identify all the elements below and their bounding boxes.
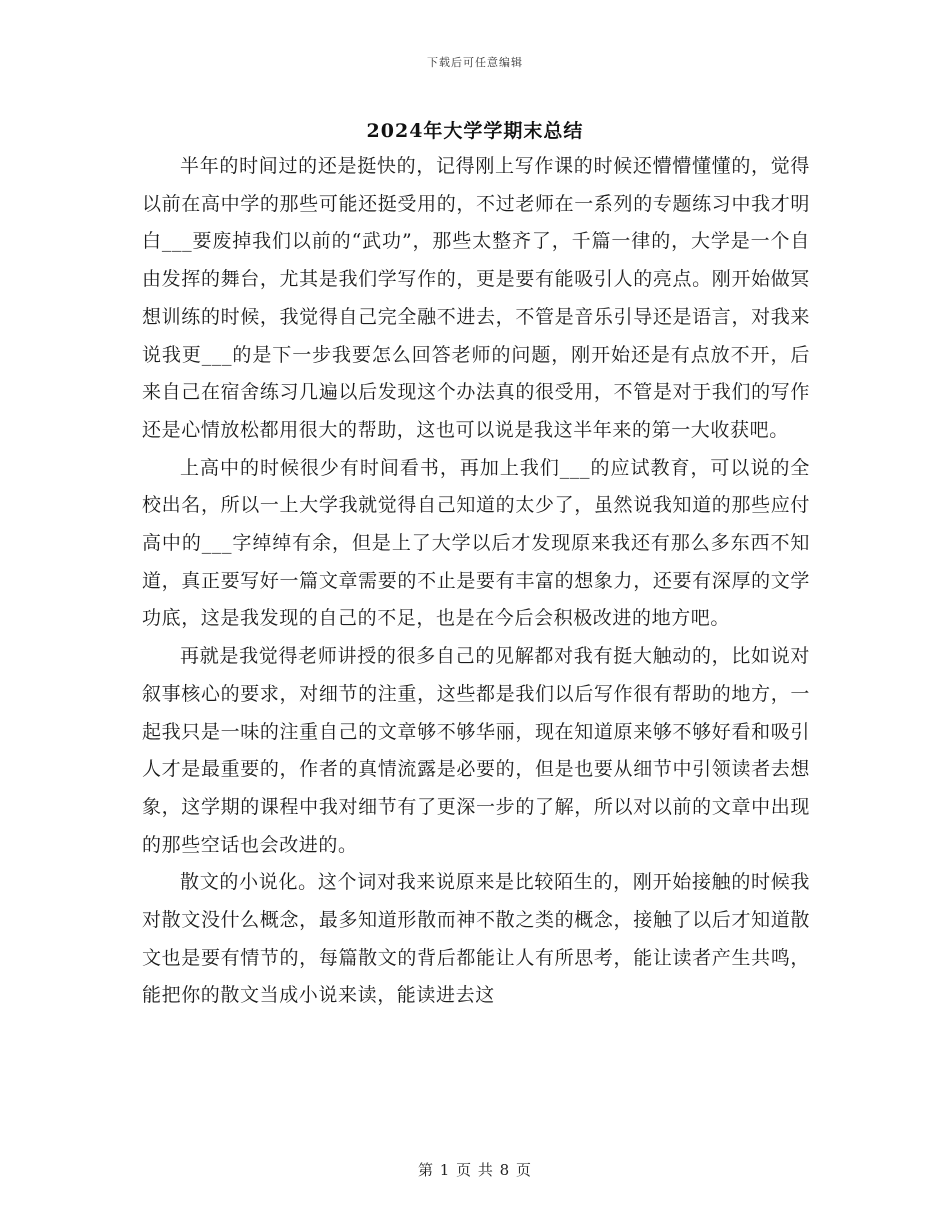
document-title: 2024年大学学期末总结 — [366, 120, 584, 142]
paragraph-4: 散文的小说化。这个词对我来说原来是比较陌生的，刚开始接触的时候我对散文没什么概念，最多知道形散而神不散之类的概念，接触了以后才知道散文也是要有情节的，每篇散文的背后都能让人有所思考，能让读者产生共鸣，能把你的散文当成小说来读，能读进去这 — [142, 871, 810, 1007]
paragraph-2: 上高中的时候很少有时间看书，再加上我们___的应试教育，可以说的全校出名，所以一上大学我就觉得自己知道的太少了，虽然说我知道的那些应付高中的___字绰绰有余，但是上了大学以后才发现原来我还有那么多东西不知道，真正要写好一篇文章需要的不止是要有丰富的想象力，还要有深厚的文学功底，这是我发现的自己的不足，也是在今后会积极改进的地方吧。 — [142, 456, 810, 630]
document-body — [142, 148, 810, 1015]
paragraph-3: 再就是我觉得老师讲授的很多自己的见解都对我有挺大触动的，比如说对叙事核心的要求，对细节的注重，这些都是我们以后写作很有帮助的地方，一起我只是一味的注重自己的文章够不够华丽，现在知道原来够不够好看和吸引人才是最重要的，作者的真情流露是必要的，但是也要从细节中引领读者去想象，这学期的课程中我对细节有了更深一步的了解，所以对以前的文章中出现的那些空话也会改进的。 — [142, 645, 810, 856]
paragraph-1: 半年的时间过的还是挺快的，记得刚上写作课的时候还懵懵懂懂的，觉得以前在高中学的那些可能还挺受用的，不过老师在一系列的专题练习中我才明白___要废掉我们以前的“武功”，那些太整齐了，千篇一律的，大学是一个自由发挥的舞台，尤其是我们学写作的，更是要有能吸引人的亮点。刚开始做冥想训练的时候，我觉得自己完全融不进去，不管是音乐引导还是语言，对我来说我更___的是下一步我要怎么回答老师的问题，刚开始还是有点放不开，后来自己在宿舍练习几遍以后发现这个办法真的很受用，不管是对于我们的写作还是心情放松都用很大的帮助，这也可以说是我这半年来的第一大收获吧。 — [142, 155, 810, 441]
page-number: 第 1 页 共 8 页 — [418, 1161, 532, 1179]
page-header-note: 下载后可任意编辑 — [427, 56, 523, 69]
